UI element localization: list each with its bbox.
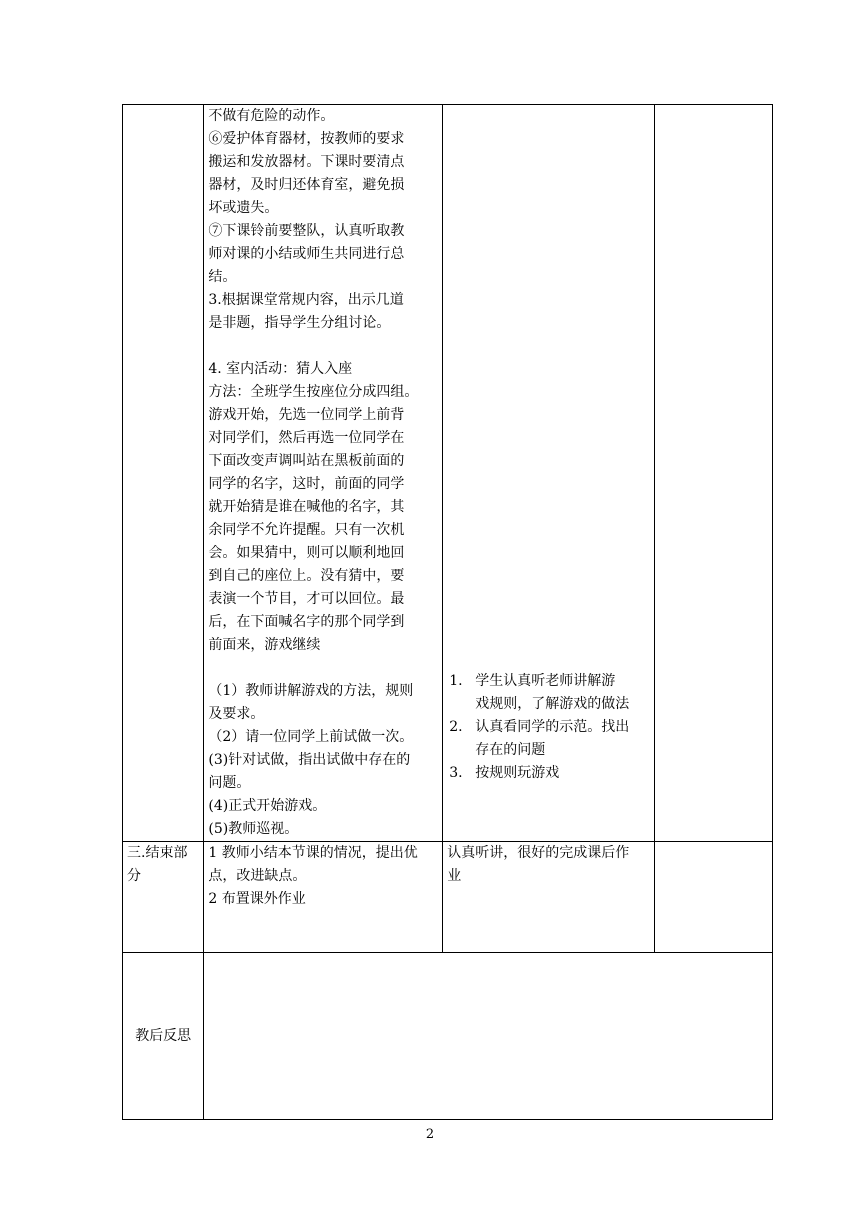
text-line: 结。 bbox=[208, 269, 237, 285]
student-spacer bbox=[447, 105, 649, 670]
text-line: 3.根据课堂常规内容，出示几道 bbox=[208, 292, 404, 308]
ending-student-cell bbox=[443, 842, 654, 953]
text-line: 下面改变声调叫站在黑板前面的 bbox=[208, 453, 405, 469]
section-label-cell bbox=[123, 105, 204, 842]
text-line: ⑥爱护体育器材，按教师的要求 bbox=[208, 131, 405, 147]
table-row-ending bbox=[123, 842, 773, 953]
text-line: 1 教师小结本节课的情况，提出优 bbox=[208, 845, 418, 861]
page-number: 2 bbox=[425, 1127, 435, 1142]
text-line: 认真听讲，很好的完成课后作 bbox=[447, 845, 630, 861]
text-line: 师对课的小结或师生共同进行总 bbox=[208, 246, 405, 262]
text-line: （2）请一位同学上前试做一次。 bbox=[208, 729, 414, 745]
text-line: 会。如果猜中，则可以顺利地回 bbox=[208, 545, 405, 561]
reflection-label: 教后反思 bbox=[135, 1027, 192, 1044]
ending-student bbox=[447, 842, 649, 888]
text-line: 后，在下面喊名字的那个同学到 bbox=[208, 614, 405, 630]
reflection-label-cell bbox=[123, 953, 204, 1120]
text-line: 4. 室内活动：猜人入座 bbox=[208, 361, 353, 377]
text-line: 余同学不允许提醒。只有一次机 bbox=[208, 522, 405, 538]
text-line: 器材，及时归还体育室，避免损 bbox=[208, 177, 405, 193]
content-lines bbox=[208, 105, 438, 841]
text-line: (4)正式开始游戏。 bbox=[208, 798, 327, 814]
table-row-main-continued bbox=[123, 105, 773, 842]
list-item bbox=[447, 716, 649, 762]
text-line: (5)教师巡视。 bbox=[208, 821, 299, 837]
list-number: 1. bbox=[449, 673, 463, 689]
text-line: 不做有危险的动作。 bbox=[208, 108, 335, 124]
text-line: 对同学们，然后再选一位同学在 bbox=[208, 430, 405, 446]
blank-line bbox=[208, 657, 438, 680]
text-line: 同学的名字，这时，前面的同学 bbox=[208, 476, 405, 492]
list-item-text: 认真看同学的示范。找出 bbox=[475, 719, 630, 735]
ending-content bbox=[208, 842, 438, 911]
text-line: 问题。 bbox=[208, 775, 251, 791]
text-line: 前面来，游戏继续 bbox=[208, 637, 321, 653]
text-line: 到自己的座位上。没有猜中，要 bbox=[208, 568, 405, 584]
list-item bbox=[447, 670, 649, 716]
text-line: 及要求。 bbox=[208, 706, 265, 722]
ending-content-cell bbox=[204, 842, 443, 953]
list-item-text: 戏规则，了解游戏的做法 bbox=[475, 696, 630, 712]
list-item-text: 学生认真听老师讲解游 bbox=[475, 673, 616, 689]
text-line: 方法：全班学生按座位分成四组。 bbox=[208, 384, 419, 400]
text-line: 游戏开始，先选一位同学上前背 bbox=[208, 407, 405, 423]
ending-label bbox=[127, 842, 199, 888]
ending-notes-cell bbox=[654, 842, 772, 953]
text-line: 是非题，指导学生分组讨论。 bbox=[208, 315, 391, 331]
text-line: （1）教师讲解游戏的方法，规则 bbox=[208, 683, 414, 699]
reflection-content-cell bbox=[204, 953, 773, 1120]
text-line: 2 布置课外作业 bbox=[208, 891, 306, 907]
text-line: 表演一个节目，才可以回位。最 bbox=[208, 591, 405, 607]
text-line: 就开始猜是谁在喊他的名字，其 bbox=[208, 499, 405, 515]
text-line: 分 bbox=[127, 868, 141, 884]
list-number: 2. bbox=[449, 719, 463, 735]
ending-label-cell bbox=[123, 842, 204, 953]
student-activity-list bbox=[447, 670, 649, 785]
text-line: 业 bbox=[447, 868, 462, 884]
text-line: 三.结束部 bbox=[127, 845, 188, 861]
list-item-text: 存在的问题 bbox=[475, 742, 546, 758]
list-number: 3. bbox=[449, 765, 463, 781]
text-line: ⑦下课铃前要整队，认真听取教 bbox=[208, 223, 405, 239]
lesson-plan-table bbox=[122, 104, 773, 1120]
table-row-reflection bbox=[123, 953, 773, 1120]
text-line: 搬运和发放器材。下课时要清点 bbox=[208, 154, 405, 170]
list-item bbox=[447, 762, 649, 785]
text-line: 坏或遗失。 bbox=[208, 200, 279, 216]
text-line: 点，改进缺点。 bbox=[208, 868, 307, 884]
student-activity-cell bbox=[443, 105, 654, 842]
blank-line bbox=[208, 335, 438, 358]
list-item-text: 按规则玩游戏 bbox=[475, 765, 560, 781]
notes-cell bbox=[654, 105, 772, 842]
text-line: (3)针对试做，指出试做中存在的 bbox=[208, 752, 411, 768]
teacher-activity-cell bbox=[204, 105, 443, 842]
